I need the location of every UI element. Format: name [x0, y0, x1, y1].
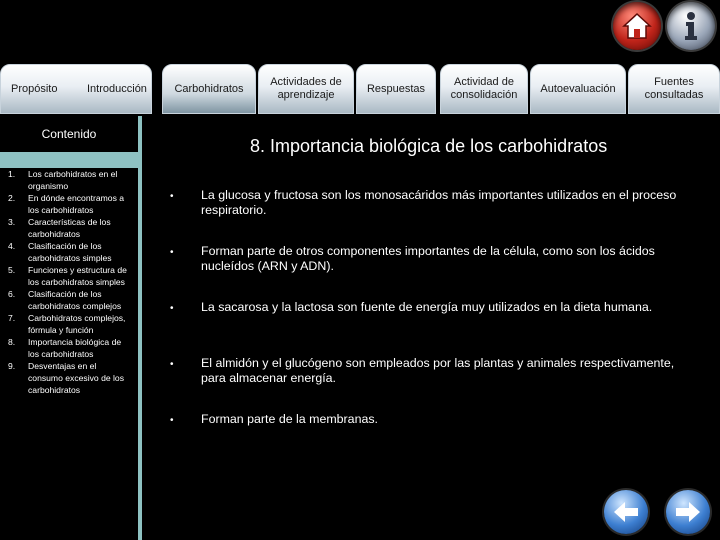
sidebar-item-label: Funciones y estructura de los carbohidratos simples [28, 265, 127, 287]
sidebar-item-3[interactable] [8, 216, 132, 240]
sidebar-item-5[interactable] [8, 264, 132, 288]
info-icon [677, 10, 705, 42]
bullet-item [170, 412, 700, 427]
sidebar-list [0, 168, 138, 540]
sidebar-item-1[interactable] [8, 168, 132, 192]
arrow-right-icon [674, 500, 702, 524]
sidebar-item-label: Los carbohidratos en el organismo [28, 169, 118, 191]
tab-autoevaluacion-label: Autoevaluación [540, 82, 616, 95]
sidebar-item-label: Clasificación de los carbohidratos complejos [28, 289, 122, 311]
sidebar-item-num: 1. [8, 169, 16, 179]
bullet-text: La glucosa y fructosa son los monosacáridos más importantes utilizados en el proceso respiratorio. [201, 188, 677, 217]
tab-actividades-aprendizaje[interactable] [258, 64, 354, 114]
sidebar-item-num: 3. [8, 217, 16, 227]
sidebar-item-4[interactable] [8, 240, 132, 264]
arrow-left-icon [612, 500, 640, 524]
sidebar-item-num: 7. [8, 313, 16, 323]
sidebar-item-9[interactable] [8, 360, 132, 396]
sidebar-item-6[interactable] [8, 288, 132, 312]
sidebar-item-label: Desventajas en el consumo excesivo de los carbohidratos [28, 361, 125, 395]
bullet-item [170, 356, 700, 387]
sidebar [0, 116, 142, 540]
home-button[interactable] [613, 2, 661, 50]
sidebar-item-label: Características de los carbohidratos [28, 217, 111, 239]
next-button[interactable] [666, 490, 710, 534]
sidebar-item-label: Importancia biológica de los carbohidratos [28, 337, 122, 359]
tab-carbohidratos[interactable] [162, 64, 256, 114]
tab-proposito[interactable]: Propósito [11, 82, 58, 95]
tab-actividad-consolidacion[interactable] [440, 64, 528, 114]
bullet-dot: • [170, 303, 174, 314]
bullet-list [170, 188, 700, 452]
sidebar-item-num: 6. [8, 289, 16, 299]
sidebar-item-label: Carbohidratos complejos, fórmula y función [28, 313, 126, 335]
sidebar-item-label: En dónde encontramos a los carbohidratos [28, 193, 125, 215]
info-button[interactable] [667, 2, 715, 50]
sidebar-item-label: Clasificación de los carbohidratos simples [28, 241, 112, 263]
sidebar-item-7[interactable] [8, 312, 132, 336]
bullet-dot: • [170, 359, 174, 370]
sidebar-item-num: 9. [8, 361, 16, 371]
sidebar-item-num: 4. [8, 241, 16, 251]
bullet-text: Forman parte de otros componentes importantes de la célula, como son los ácidos nucleídos (ARN y ADN). [201, 244, 655, 273]
tab-fuentes-consultadas-label: Fuentes consultadas [644, 76, 704, 101]
tab-proposito-introduccion[interactable] [0, 64, 152, 114]
sidebar-item-num: 8. [8, 337, 16, 347]
bullet-text: El almidón y el glucógeno son empleados por las plantas y animales respectivamente, para almacenar energía. [201, 356, 675, 385]
tab-respuestas-label: Respuestas [366, 82, 426, 95]
home-icon [622, 12, 652, 40]
bullet-item [170, 300, 700, 331]
tab-bar [0, 64, 720, 116]
tab-introduccion[interactable]: Introducción [87, 82, 147, 95]
sidebar-item-num: 5. [8, 265, 16, 275]
bullet-item [170, 188, 700, 219]
bullet-item [170, 244, 700, 275]
tab-autoevaluacion[interactable] [530, 64, 626, 114]
bullet-dot: • [170, 191, 174, 202]
bullet-dot: • [170, 415, 174, 426]
tab-fuentes-consultadas[interactable] [628, 64, 720, 114]
previous-button[interactable] [604, 490, 648, 534]
bullet-text: Forman parte de la membranas. [201, 412, 378, 426]
sidebar-heading: Contenido [0, 116, 138, 152]
sidebar-item-8[interactable] [8, 336, 132, 360]
bullet-text: La sacarosa y la lactosa son fuente de energía muy utilizados en la dieta humana. [201, 300, 653, 314]
tab-actividades-aprendizaje-label: Actividades de aprendizaje [270, 76, 342, 101]
bullet-dot: • [170, 247, 174, 258]
sidebar-item-num: 2. [8, 193, 16, 203]
sidebar-item-2[interactable] [8, 192, 132, 216]
tab-carbohidratos-label: Carbohidratos [174, 83, 244, 95]
page-title: 8. Importancia biológica de los carbohidratos [250, 136, 608, 156]
tab-respuestas[interactable] [356, 64, 436, 114]
tab-actividad-consolidacion-label: Actividad de consolidación [450, 76, 518, 101]
